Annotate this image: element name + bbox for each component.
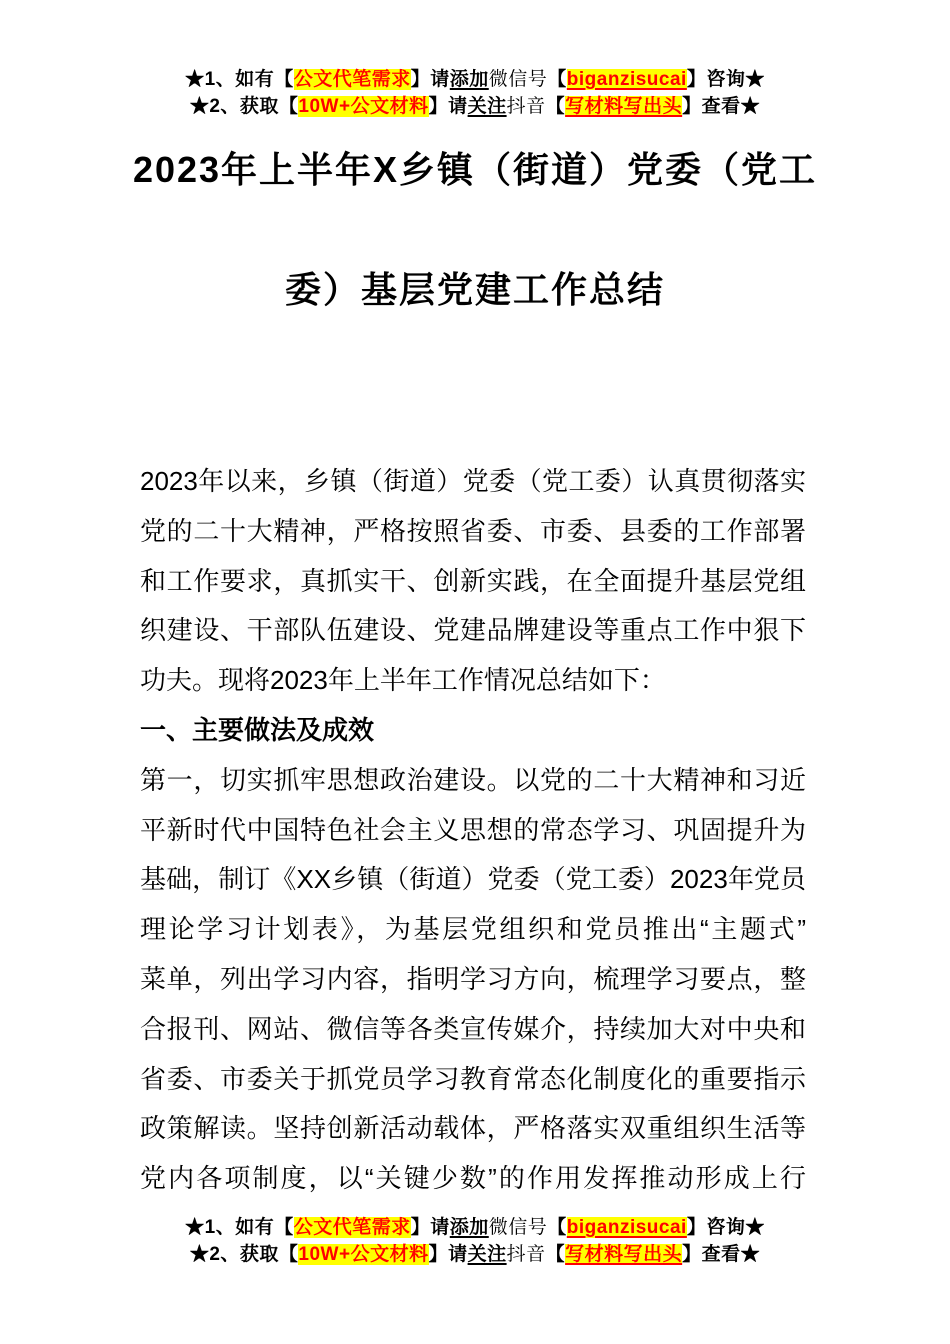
body-line-11: 菜单，列出学习内容，指明学习方向，梳理学习要点，整 xyxy=(140,963,806,994)
promo1-wechat-id-highlight: biganzisucai xyxy=(566,1217,687,1238)
header-promo-line-1 xyxy=(0,66,950,93)
footer-promo-line-1 xyxy=(0,1214,950,1241)
promo2-materials-keyword-highlight: 10W+公文材料 xyxy=(298,1244,429,1265)
body-line-9: 基础，制订《XX乡镇（街道）党委（党工委）2023年党员 xyxy=(140,864,806,895)
document-title-line1: 2023年上半年X乡镇（街道）党委（党工 xyxy=(132,149,818,190)
promo1-bracket-please: 】请 xyxy=(410,1217,450,1238)
promo1-open-bracket: 【 xyxy=(547,1217,567,1238)
promo2-prefix: ★2、获取【 xyxy=(189,96,299,117)
body-line-7: 第一，切实抓牢思想政治建设。以党的二十大精神和习近 xyxy=(140,764,806,795)
promo1-open-bracket: 【 xyxy=(547,69,567,90)
section-heading-1: 一、主要做法及成效 xyxy=(140,714,375,745)
promo1-prefix: ★1、如有【 xyxy=(185,69,294,90)
promo2-suffix: 】查看★ xyxy=(682,1244,761,1265)
footer-promo xyxy=(0,1214,950,1268)
promo1-wechat-label: 微信号 xyxy=(488,1217,548,1238)
promo1-add-underlined: 添加 xyxy=(449,1217,489,1238)
promo2-bracket-please: 】请 xyxy=(428,96,468,117)
promo1-bracket-please: 】请 xyxy=(410,69,450,90)
promo1-suffix: 】咨询★ xyxy=(686,69,765,90)
promo2-prefix: ★2、获取【 xyxy=(189,1244,299,1265)
body-line-14: 政策解读。坚持创新活动载体，严格落实双重组织生活等 xyxy=(140,1113,806,1144)
promo1-service-keyword-highlight: 公文代笔需求 xyxy=(293,1217,411,1238)
promo1-add-underlined: 添加 xyxy=(449,69,489,90)
promo1-service-keyword-highlight: 公文代笔需求 xyxy=(293,69,411,90)
promo2-follow-underlined: 关注 xyxy=(467,1244,507,1265)
header-promo-line-2 xyxy=(0,93,950,120)
document-title-line2: 委）基层党建工作总结 xyxy=(284,269,665,310)
promo2-douyin-id-highlight: 写材料写出头 xyxy=(565,1244,683,1265)
body-line-15: 党内各项制度，以“关键少数”的作用发挥推动形成上行 xyxy=(140,1163,806,1194)
body-line-12: 合报刊、网站、微信等各类宣传媒介，持续加大对中央和 xyxy=(140,1013,806,1044)
promo1-wechat-label: 微信号 xyxy=(488,69,548,90)
body-line-3: 和工作要求，真抓实干、创新实践，在全面提升基层党组 xyxy=(140,565,806,596)
body-line-1: 2023年以来，乡镇（街道）党委（党工委）认真贯彻落实 xyxy=(140,466,806,496)
body-line-2: 党的二十大精神，严格按照省委、市委、县委的工作部署 xyxy=(140,515,806,546)
document-body xyxy=(140,457,806,1204)
promo2-follow-underlined: 关注 xyxy=(467,96,507,117)
body-line-10: 理论学习计划表》，为基层党组织和党员推出“主题式” xyxy=(140,914,806,945)
body-line-4: 织建设、干部队伍建设、党建品牌建设等重点工作中狠下 xyxy=(140,615,806,646)
promo2-douyin-label: 抖音 xyxy=(506,96,546,117)
promo1-suffix: 】咨询★ xyxy=(686,1217,765,1238)
body-line-8: 平新时代中国特色社会主义思想的常态学习、巩固提升为 xyxy=(140,814,806,845)
promo1-prefix: ★1、如有【 xyxy=(185,1217,294,1238)
promo2-bracket-please: 】请 xyxy=(428,1244,468,1265)
promo2-open-bracket: 【 xyxy=(545,1244,566,1265)
promo1-wechat-id-highlight: biganzisucai xyxy=(566,69,687,90)
promo2-open-bracket: 【 xyxy=(545,96,566,117)
promo2-douyin-label: 抖音 xyxy=(506,1244,546,1265)
footer-promo-line-2 xyxy=(0,1241,950,1268)
body-line-5: 功夫。现将2023年上半年工作情况总结如下： xyxy=(140,665,666,696)
promo2-douyin-id-highlight: 写材料写出头 xyxy=(565,96,683,117)
header-promo xyxy=(0,66,950,120)
body-line-13: 省委、市委关于抓党员学习教育常态化制度化的重要指示 xyxy=(140,1063,806,1094)
promo2-suffix: 】查看★ xyxy=(682,96,761,117)
promo2-materials-keyword-highlight: 10W+公文材料 xyxy=(298,96,429,117)
